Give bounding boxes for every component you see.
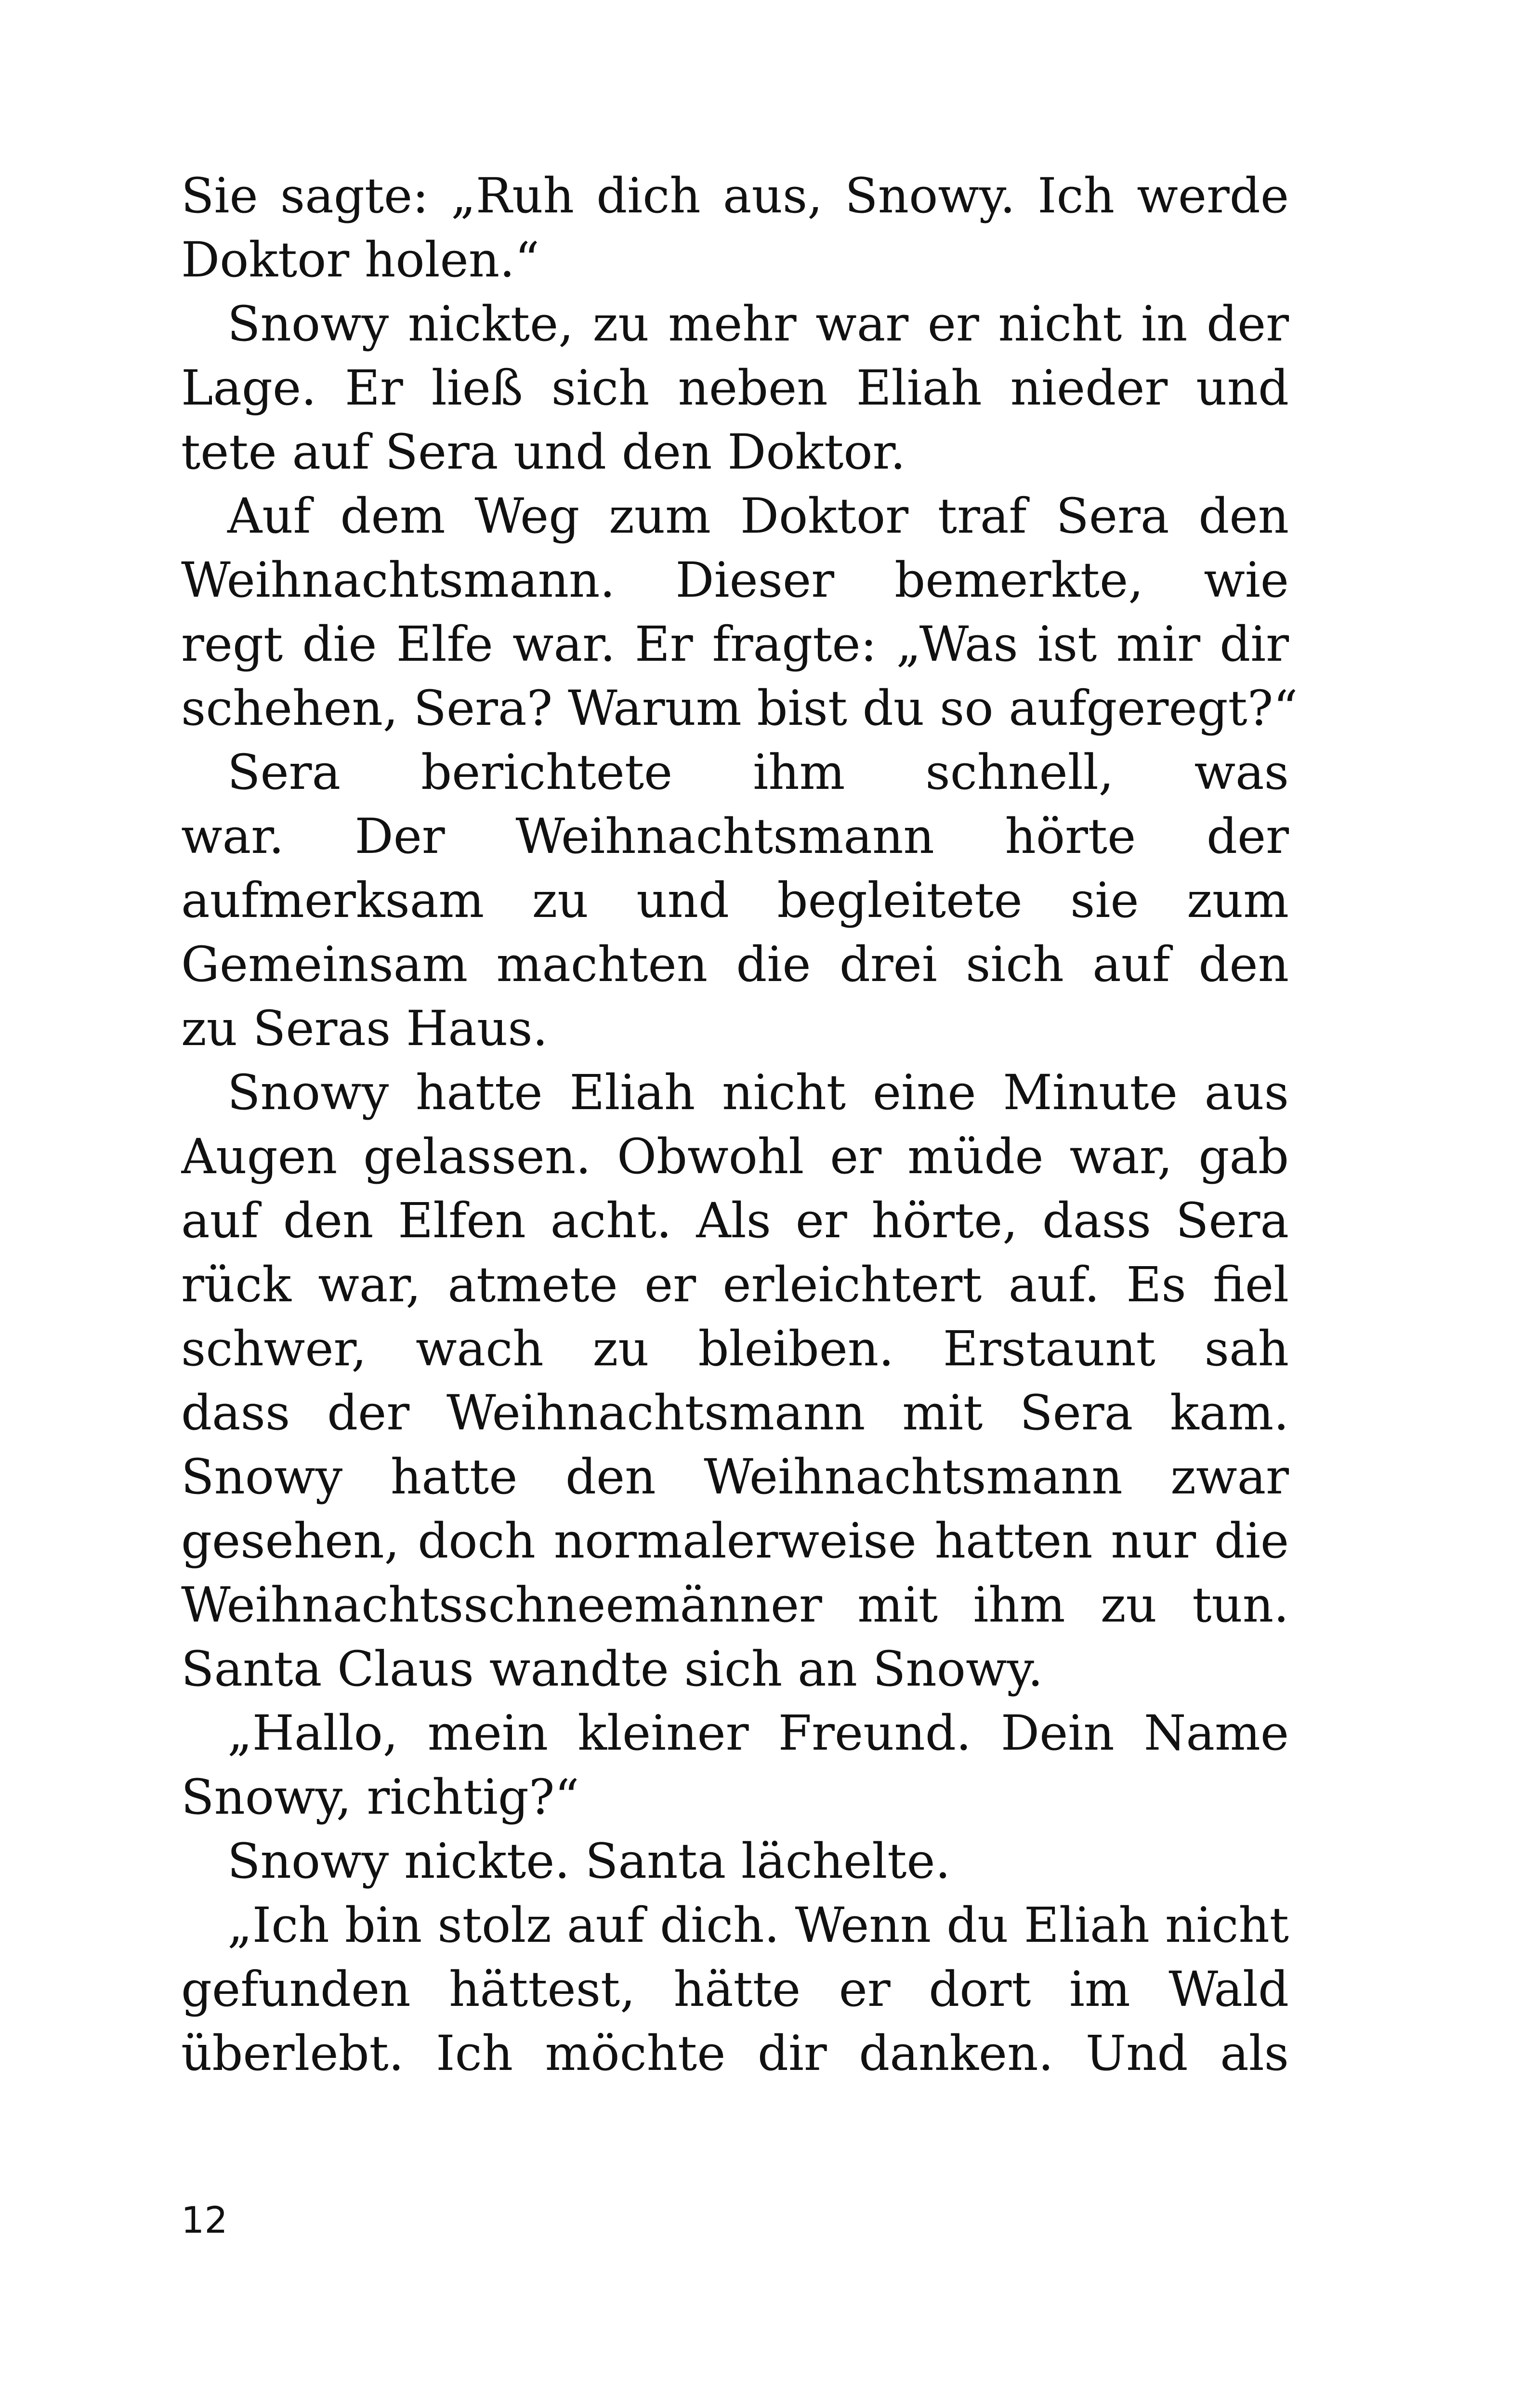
text-line: war. Der Weihnachtsmann hörte der <box>181 808 1289 864</box>
text-line: überlebt. Ich möchte dir danken. Und als <box>181 2025 1289 2081</box>
text-line: regt die Elfe war. Er fragte: „Was ist mir dir <box>181 616 1289 672</box>
body-text <box>181 164 1298 2085</box>
text-line: Sie sagte: „Ruh dich aus, Snowy. Ich werde <box>181 168 1289 224</box>
text-line: Gemeinsam machten die drei sich auf den <box>181 936 1289 993</box>
text-line: Snowy, richtig?“ <box>181 1769 579 1825</box>
text-line: Auf dem Weg zum Doktor traf Sera den <box>227 488 1289 544</box>
text-line: Snowy nickte, zu mehr war er nicht in der <box>227 296 1289 352</box>
text-line: Weihnachtsmann. Dieser bemerkte, wie <box>181 552 1289 608</box>
text-line: „Ich bin stolz auf dich. Wenn du Eliah nicht <box>227 1897 1289 1953</box>
text-line: gefunden hättest, hätte er dort im Wald <box>181 1961 1289 2017</box>
text-line: Doktor holen.“ <box>181 232 540 288</box>
text-line: Weihnachtsschneemänner mit ihm zu tun. <box>181 1577 1289 1633</box>
text-line: „Hallo, mein kleiner Freund. Dein Name <box>227 1705 1289 1761</box>
text-line: Santa Claus wandte sich an Snowy. <box>181 1641 1043 1697</box>
text-line: schehen, Sera? Warum bist du so aufgeregt?“ <box>181 680 1298 736</box>
page-number: 12 <box>181 2199 228 2241</box>
text-line: dass der Weihnachtsmann mit Sera kam. <box>181 1385 1289 1441</box>
text-line: Augen gelassen. Obwohl er müde war, gab <box>181 1128 1289 1185</box>
text-line: Snowy hatte Eliah nicht eine Minute aus <box>227 1064 1289 1121</box>
text-line: gesehen, doch normalerweise hatten nur die <box>181 1513 1289 1569</box>
text-line: aufmerksam zu und begleitete sie zum <box>181 872 1289 929</box>
text-line: Sera berichtete ihm schnell, was <box>227 744 1289 800</box>
text-line: Snowy nickte. Santa lächelte. <box>227 1833 951 1889</box>
text-line: rück war, atmete er erleichtert auf. Es fiel <box>181 1256 1289 1313</box>
text-line: schwer, wach zu bleiben. Erstaunt sah <box>181 1321 1289 1377</box>
text-line: tete auf Sera und den Doktor. <box>181 424 906 480</box>
text-line: auf den Elfen acht. Als er hörte, dass Sera <box>181 1192 1289 1249</box>
text-line: zu Seras Haus. <box>181 1000 548 1057</box>
text-line: Snowy hatte den Weihnachtsmann zwar <box>181 1449 1289 1505</box>
text-line: Lage. Er ließ sich neben Eliah nieder und <box>181 360 1289 416</box>
